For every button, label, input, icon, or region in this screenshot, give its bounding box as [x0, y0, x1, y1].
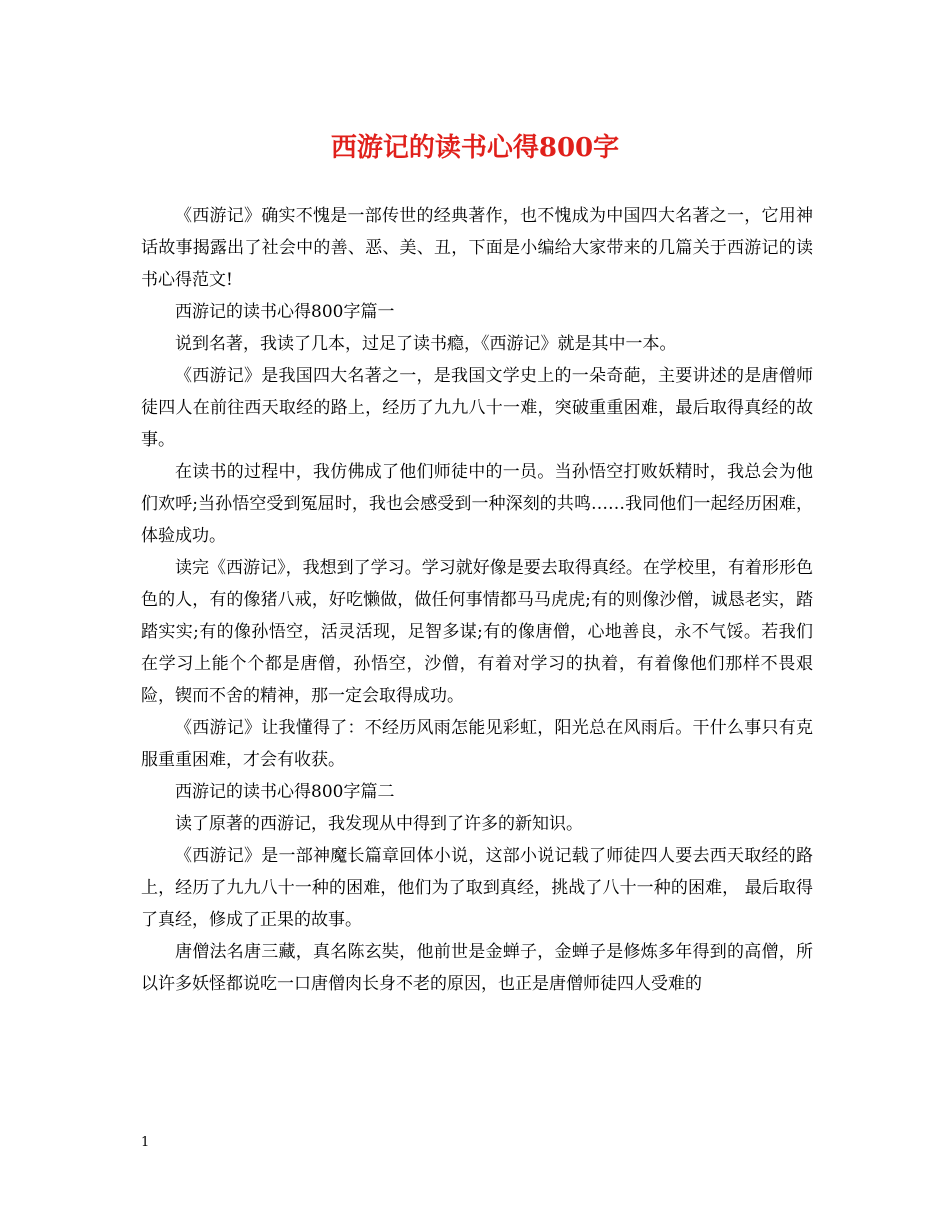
- paragraph: 《西游记》让我懂得了：不经历风雨怎能见彩虹，阳光总在风雨后。干什么事只有克服重重困难，才会有收获。: [141, 718, 813, 770]
- section-heading: 西游记的读书心得800字篇二: [175, 782, 395, 802]
- paragraph: 《西游记》是我国四大名著之一，是我国文学史上的一朵奇葩，主要讲述的是唐僧师徒四人在前往西天取经的路上，经历了九九八十一难，突破重重困难，最后取得真经的故事。: [141, 366, 813, 450]
- paragraph: 唐僧法名唐三藏，真名陈玄奘，他前世是金蝉子，金蝉子是修炼多年得到的高僧，所以许多妖怪都说吃一口唐僧肉长身不老的原因，也正是唐僧师徒四人受难的: [141, 942, 813, 994]
- paragraph: 读完《西游记》，我想到了学习。学习就好像是要去取得真经。在学校里，有着形形色色的人，有的像猪八戒，好吃懒做，做任何事情都马马虎虎;有的则像沙僧，诚恳老实，踏踏实实;有的像孙悟空，活灵活现，足智多谋;有的像唐僧，心地善良，永不气馁。若我们在学习上能个个都是唐僧，孙悟空，沙僧，有着对学习的执着，有着像他们那样不畏艰险，锲而不舍的精神，那一定会取得成功。: [141, 558, 813, 706]
- document-title: 西游记的读书心得800字: [330, 133, 620, 163]
- section-heading: 西游记的读书心得800字篇一: [175, 302, 395, 322]
- paragraph: 在读书的过程中，我仿佛成了他们师徒中的一员。当孙悟空打败妖精时，我总会为他们欢呼;当孙悟空受到冤屈时，我也会感受到一种深刻的共鸣……我同他们一起经历困难，体验成功。: [141, 462, 813, 546]
- paragraph: 读了原著的西游记，我发现从中得到了许多的新知识。: [175, 814, 583, 834]
- paragraph: 《西游记》是一部神魔长篇章回体小说，这部小说记载了师徒四人要去西天取经的路上，经历了九九八十一种的困难，他们为了取到真经，挑战了八十一种的困难， 最后取得了真经，修成了正果的故事。: [141, 846, 813, 930]
- page-number: 1: [141, 1135, 150, 1150]
- paragraph: 《西游记》确实不愧是一部传世的经典著作，也不愧成为中国四大名著之一，它用神话故事揭露出了社会中的善、恶、美、丑，下面是小编给大家带来的几篇关于西游记的读书心得范文!: [141, 206, 813, 290]
- document-body: [141, 200, 813, 1000]
- paragraph: 说到名著，我读了几本，过足了读书瘾，《西游记》就是其中一本。: [175, 334, 677, 354]
